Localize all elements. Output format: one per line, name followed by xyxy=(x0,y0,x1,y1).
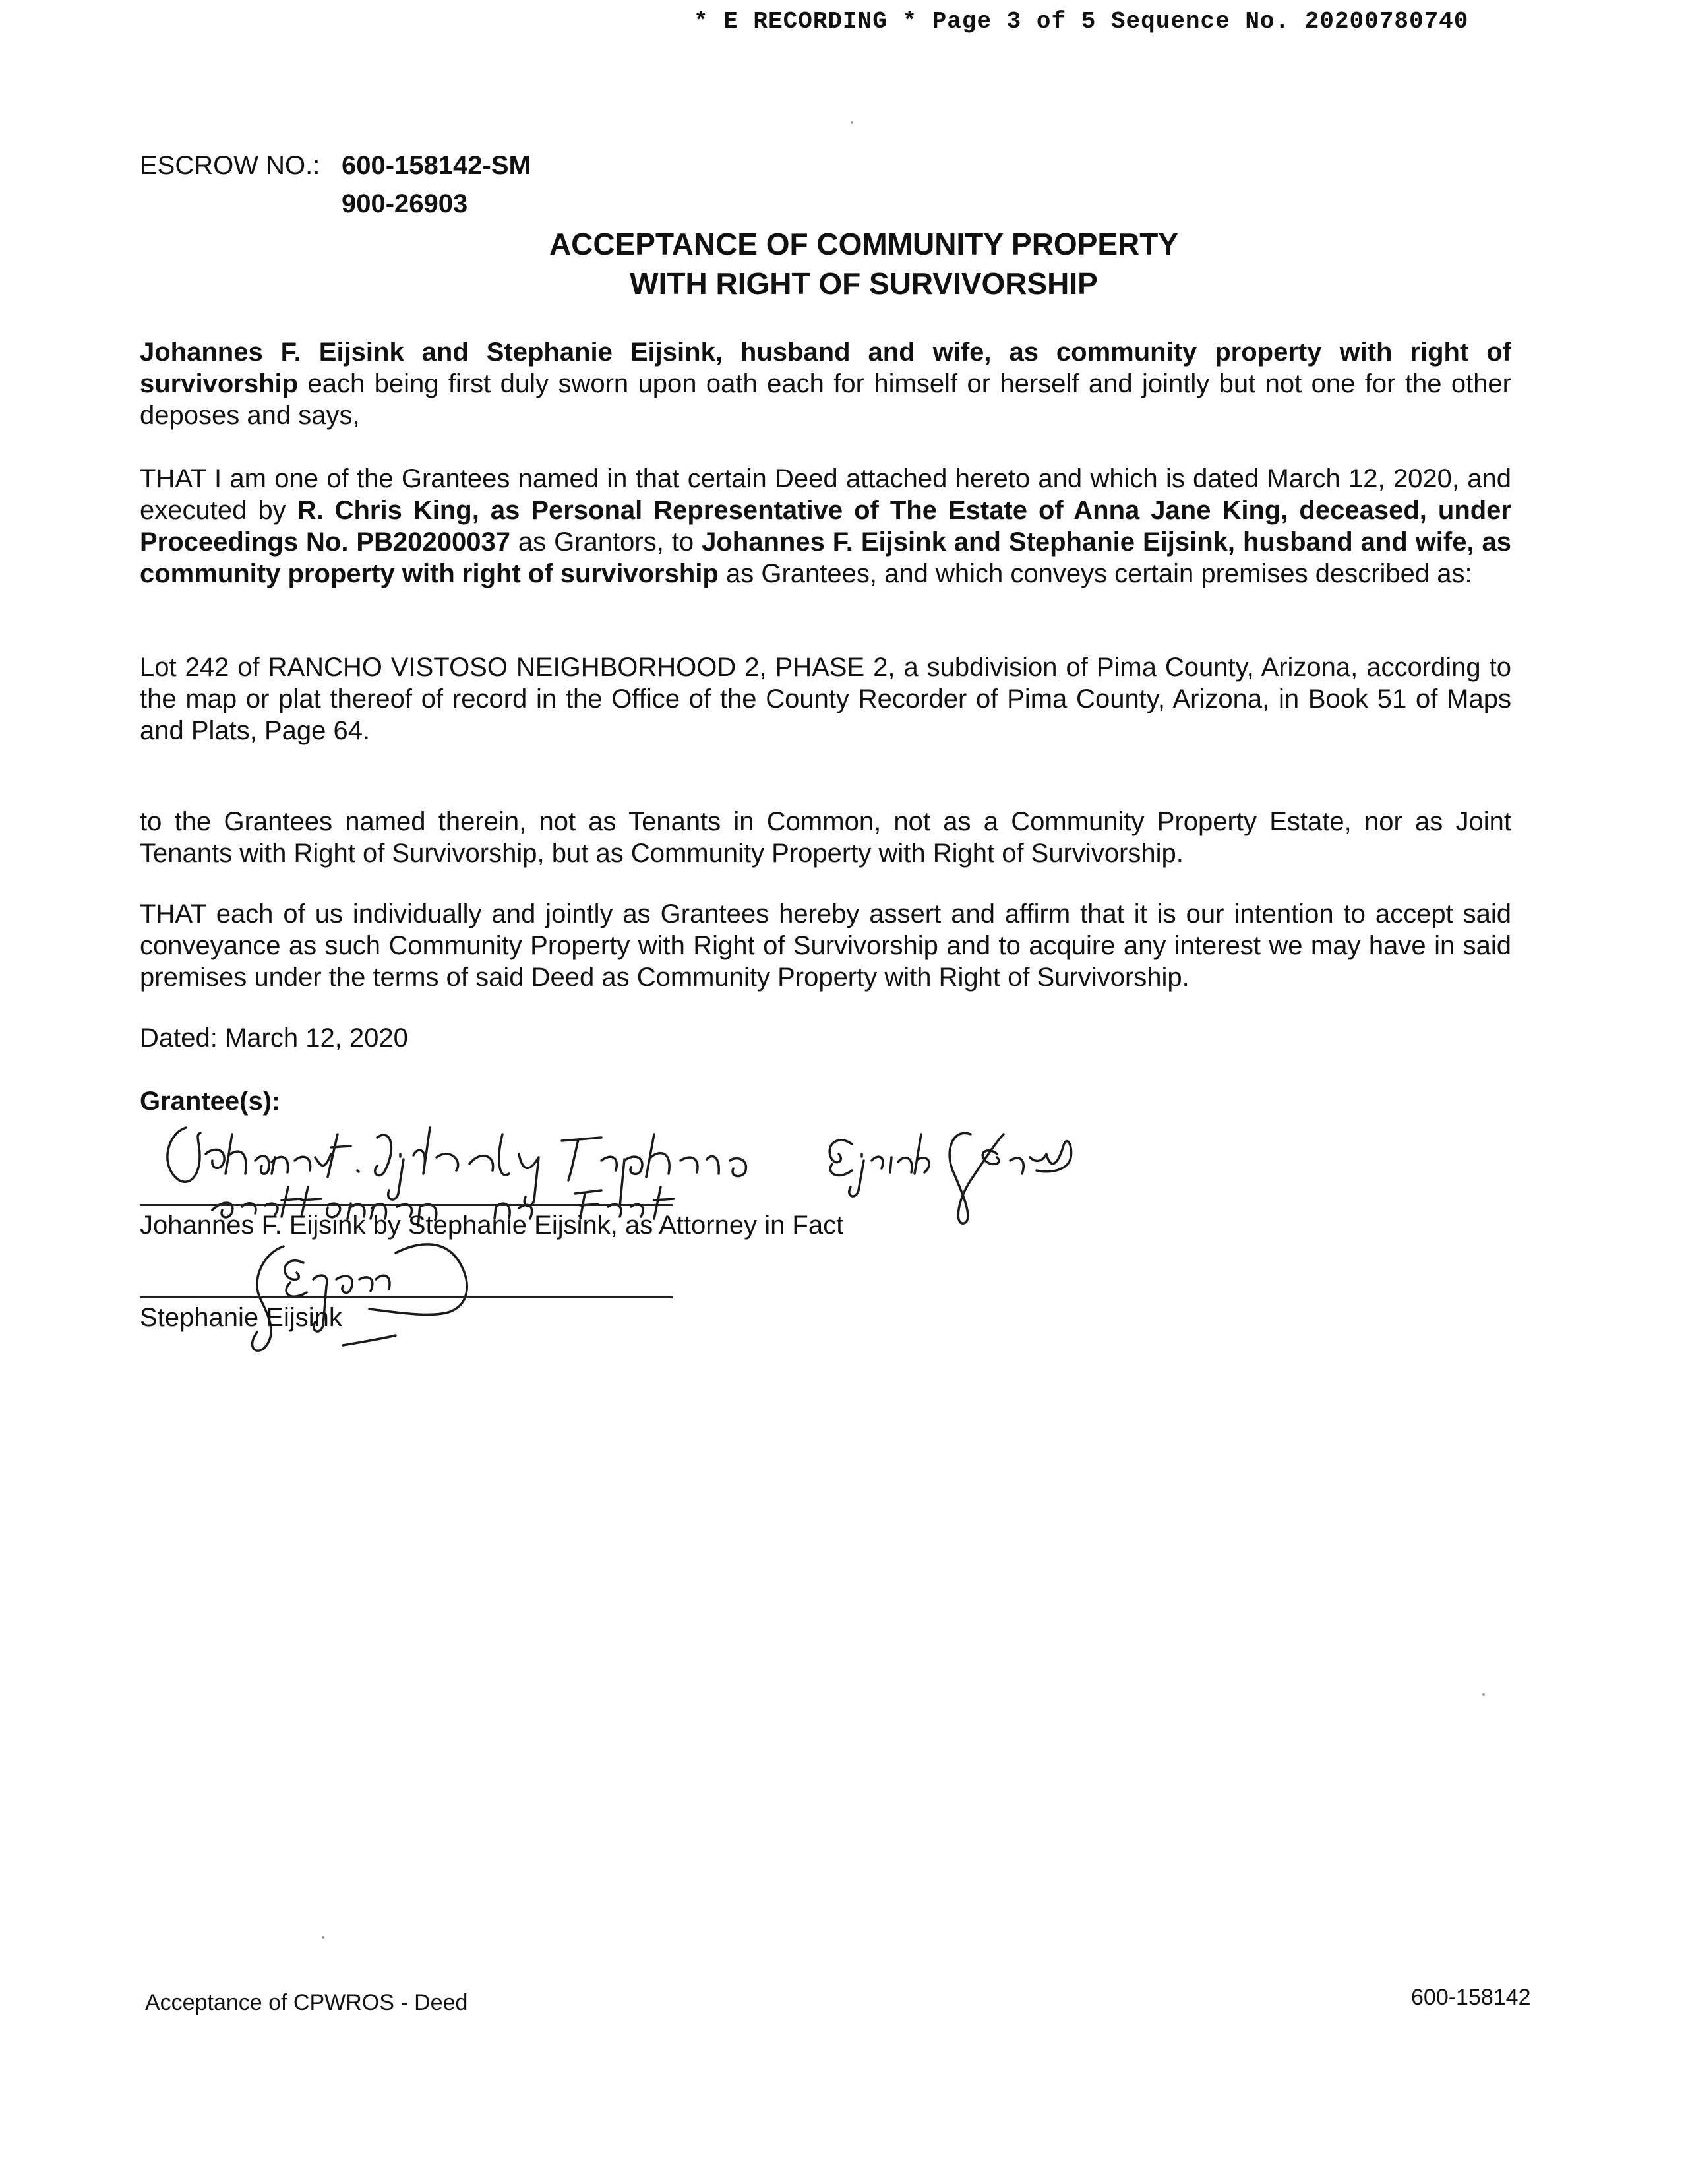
escrow-row-1 xyxy=(140,146,531,185)
signature-stephanie xyxy=(198,1227,541,1358)
deed-text-2: as Grantors, to xyxy=(510,528,702,557)
escrow-number-1: 600-158142-SM xyxy=(342,151,531,180)
affiant-oath-text: each being first duly sworn upon oath each for himself or herself and jointly but not one for the other deposes and says, xyxy=(140,369,1511,430)
deed-text-1: THAT I am one of the Grantees named in that certain Deed attached hereto and which is dated March 12, 2020, and executed by xyxy=(140,464,1511,525)
affiant-names: Johannes F. Eijsink and Stephanie Eijsink, husband and wife, as community property with right of survivorship xyxy=(140,338,1511,398)
signer-2-caption: Stephanie Eijsink xyxy=(140,1303,342,1332)
tenancy-paragraph: to the Grantees named therein, not as Tenants in Common, not as a Community Property Estate, nor as Joint Tenants with Right of Survivorship, but as Community Property with Right of Survivorship. xyxy=(140,807,1511,868)
footer-reference-number: 600-158142 xyxy=(1411,1985,1531,2010)
footer-document-name: Acceptance of CPWROS - Deed xyxy=(145,1990,468,2015)
escrow-label: ESCROW NO.: xyxy=(140,151,320,180)
escrow-number-2: 900-26903 xyxy=(342,189,468,218)
recording-header: * E RECORDING * Page 3 of 5 Sequence No. 20200780740 xyxy=(694,8,1469,35)
scan-speck xyxy=(1482,1693,1485,1696)
affirmation-paragraph: THAT each of us individually and jointly as Grantees hereby assert and affirm that it is our intention to accept said conveyance as such Community Property with Right of Survivorship and to acquire any interest we may have in said premises under the terms of said Deed as Community Property with Right of Survivorship. xyxy=(140,899,1511,992)
signature-line-2 xyxy=(140,1296,673,1298)
grantees-label: Grantee(s): xyxy=(140,1087,281,1116)
deed-text-3: as Grantees, and which conveys certain premises described as: xyxy=(718,559,1472,588)
scan-speck xyxy=(322,1936,324,1939)
title-line-1: ACCEPTANCE OF COMMUNITY PROPERTY xyxy=(549,227,1179,261)
scan-speck xyxy=(851,121,853,124)
signature-johannes xyxy=(140,1108,1076,1227)
grantee-names: Johannes F. Eijsink and Stephanie Eijsink, husband and wife, as community property with right of survivorship xyxy=(140,528,1512,588)
title-line-2: WITH RIGHT OF SURVIVORSHIP xyxy=(630,266,1098,301)
escrow-row-2 xyxy=(140,185,531,223)
document-title xyxy=(0,224,1688,303)
dated-line: Dated: March 12, 2020 xyxy=(140,1023,408,1052)
affiant-paragraph xyxy=(140,336,1511,431)
signature-line-1 xyxy=(140,1204,673,1206)
signer-1-caption: Johannes F. Eijsink by Stephanie Eijsink, as Attorney in Fact xyxy=(140,1211,844,1240)
escrow-block xyxy=(140,146,531,223)
deed-reference-paragraph xyxy=(140,463,1511,590)
grantor-names: R. Chris King, as Personal Representative of The Estate of Anna Jane King, deceased, under Proceedings No. PB20200037 xyxy=(140,496,1511,557)
legal-description-paragraph: Lot 242 of RANCHO VISTOSO NEIGHBORHOOD 2, PHASE 2, a subdivision of Pima County, Arizona, according to the map or plat thereof of record in the Office of the County Recorder of Pima County, Arizona, in Book 51 of Maps and Plats, Page 64. xyxy=(140,653,1511,745)
